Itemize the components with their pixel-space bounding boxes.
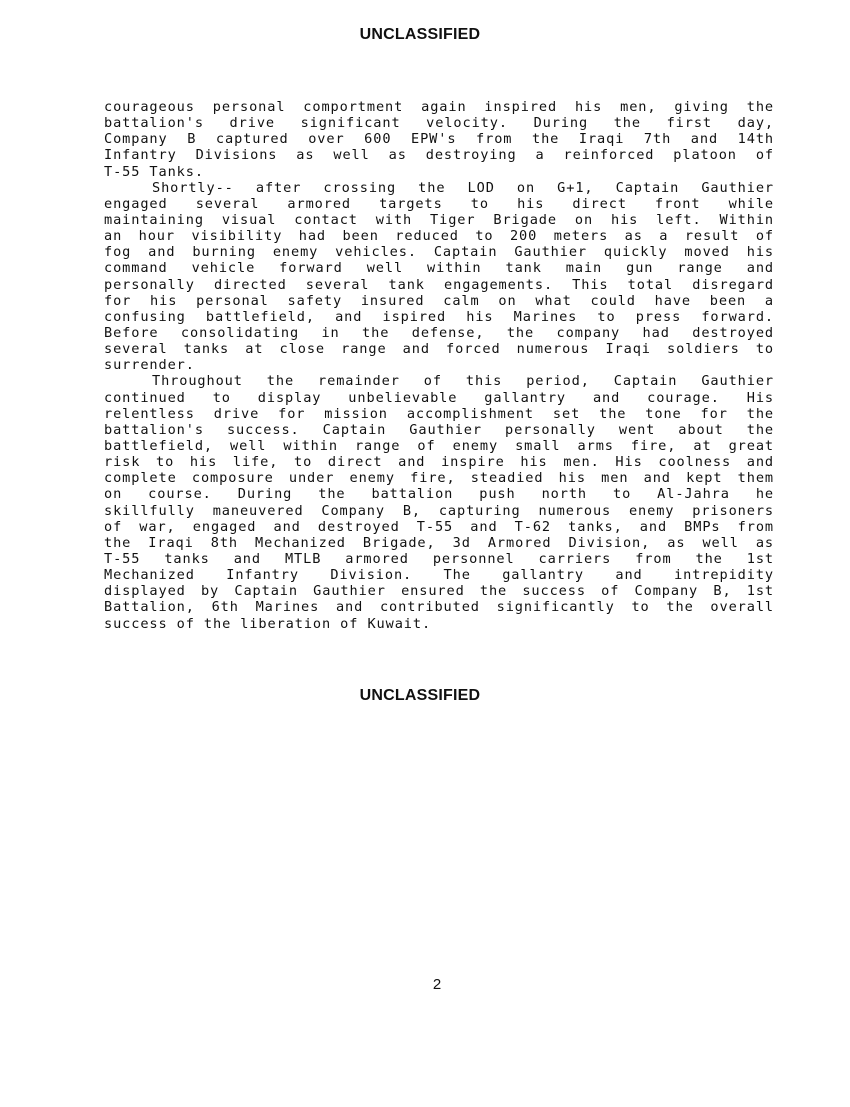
text-line: confusing battlefield, and ispired his Marines to press forward. [104,308,774,325]
text-line: of war, engaged and destroyed T-55 and T-62 tanks, and BMPs from [104,518,774,535]
text-line: an hour visibility had been reduced to 200 meters as a result of [104,228,774,245]
text-line: on course. During the battalion push north to Al-Jahra he [104,486,774,503]
text-line: battalion's success. Captain Gauthier personally went about the [104,421,774,438]
text-line: relentless drive for mission accomplishment set the tone for the [104,405,774,422]
text-line: Battalion, 6th Marines and contributed significantly to the overall [104,599,774,616]
text-line: skillfully maneuvered Company B, capturing numerous enemy prisoners [104,502,774,519]
classification-footer: UNCLASSIFIED [359,687,481,704]
text-line: T-55 Tanks. [104,163,204,180]
text-line: personally directed several tank engagements. This total disregard [104,276,774,293]
text-line: continued to display unbelievable gallantry and courage. His [104,389,774,406]
document-body [104,99,774,632]
text-line: for his personal safety insured calm on what could have been a [104,292,774,309]
text-line: Shortly-- after crossing the LOD on G+1, Captain Gauthier [152,179,774,196]
text-line: battlefield, well within range of enemy small arms fire, at great [104,437,774,454]
text-line: Infantry Divisions as well as destroying a reinforced platoon of [104,147,774,164]
page-number: 2 [432,976,442,993]
text-line: several tanks at close range and forced numerous Iraqi soldiers to [104,341,774,358]
text-line: battalion's drive significant velocity. During the first day, [104,115,774,132]
text-line: maintaining visual contact with Tiger Brigade on his left. Within [104,211,774,228]
text-line: Before consolidating in the defense, the company had destroyed [104,324,774,341]
text-line: engaged several armored targets to his direct front while [104,195,774,212]
text-line: T-55 tanks and MTLB armored personnel carriers from the 1st [104,550,774,567]
text-line: Company B captured over 600 EPW's from the Iraqi 7th and 14th [104,131,774,148]
text-line: risk to his life, to direct and inspire his men. His coolness and [104,454,774,471]
text-line: surrender. [104,357,195,374]
paragraph [104,373,774,631]
text-line: courageous personal comportment again inspired his men, giving the [104,99,774,115]
text-line: displayed by Captain Gauthier ensured the success of Company B, 1st [104,583,774,600]
paragraph [104,180,774,374]
text-line: complete composure under enemy fire, steadied his men and kept them [104,470,774,487]
text-line: command vehicle forward well within tank main gun range and [104,260,774,277]
text-line: the Iraqi 8th Mechanized Brigade, 3d Armored Division, as well as [104,534,774,551]
text-line: fog and burning enemy vehicles. Captain Gauthier quickly moved his [104,244,774,261]
text-line: Mechanized Infantry Division. The gallantry and intrepidity [104,567,774,584]
paragraph [104,99,774,180]
text-line: success of the liberation of Kuwait. [104,615,432,632]
text-line: Throughout the remainder of this period, Captain Gauthier [152,373,774,390]
classification-header: UNCLASSIFIED [359,26,481,43]
